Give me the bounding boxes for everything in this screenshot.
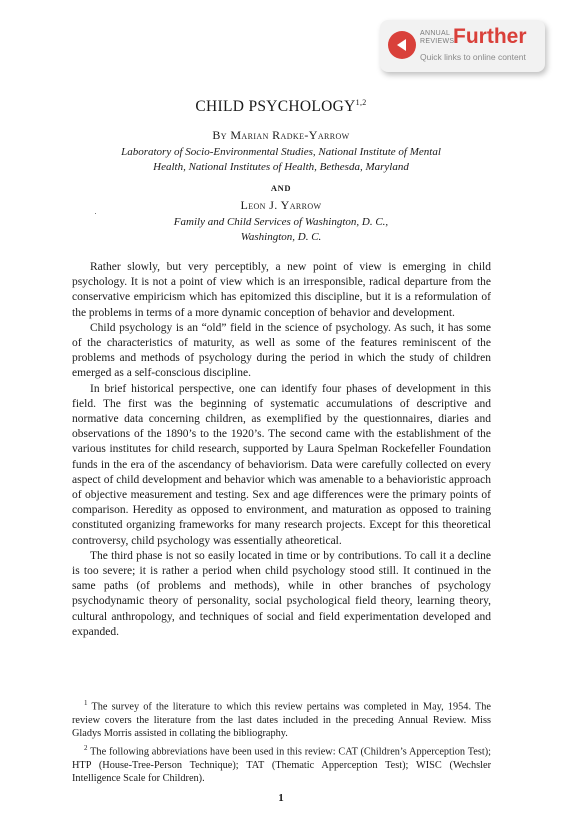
footnote-1-mark: 1	[84, 699, 88, 707]
badge-reviews-text: REVIEWS	[420, 38, 455, 45]
footnote-2-mark: 2	[84, 744, 88, 753]
paragraph-2: Child psychology is an “old” field in the science of psychology. As such, it has some of the characteristics of maturity, as well as some of the features reminiscent of the problems and methods of psychology during the period in which the study of children emerged as a self-conscious discipline.	[72, 321, 491, 380]
paragraph-3: In brief historical perspective, one can identify four phases of development in this field. The first was the beginning of systematic accumulations of descriptive and normative data concerning children, as exemplified by the questionnaires, diaries and observations of the 1890’s to the 1920’s. The second came with the establishment of the various institutes for child research, supported by Laura Spelman Rockefeller Foundation funds in the era of the ascendancy of behaviorism. Data were carefully collected on every aspect of child development and behavior which was amenable to a behavioristic approach of objective measurement and testing. Sex and age differences were the primary points of comparison. Heredity as opposed to environment, and maturation as opposed to training constituted organizing frameworks for many research projects. Except for this theoretical controversy, child psychology was essentially atheoretical.	[72, 382, 491, 547]
footnote-1-text: The survey of the literature to which this review pertains was completed in May, 1954. The review covers the literature from the last dates included in the preceding Annual Review. Miss Gladys Morris assisted in collating the bibliography.	[72, 701, 492, 740]
and-separator: AND	[270, 183, 292, 193]
author-2: Leon J. Yarrow	[240, 198, 322, 212]
article-title	[0, 98, 562, 116]
paragraph-1: Rather slowly, but very perceptibly, a new point of view is emerging in child psychology. It is not a point of view which is an irresponsible, radical departure from the conservative empiricism which has epitomized this discipline, but it is a reformulation of the problems in terms of a more dynamic conception of behavior and development.	[72, 261, 491, 319]
play-icon	[388, 31, 416, 59]
footnotes	[72, 697, 491, 788]
footnote-1	[72, 697, 491, 740]
affiliation-2-line-1: Family and Child Services of Washington, D. C.,	[173, 216, 389, 228]
article-body	[72, 260, 491, 640]
affiliation-1-line-1: Laboratory of Socio-Environmental Studies, National Institute of Mental	[121, 146, 441, 158]
footnote-2-text: The following abbreviations have been used in this review: CAT (Children’s Apperception Test); HTP (House-Tree-Person Technique); TAT (Thematic Apperception Test); WISC (Wechsler Intelligence Scale for Children).	[72, 746, 491, 785]
author-1: By Marian Radke-Yarrow	[212, 128, 350, 142]
annual-reviews-further-badge[interactable]	[380, 20, 545, 72]
footnote-2	[72, 742, 491, 785]
scan-speck	[95, 213, 96, 214]
badge-further-text: Further	[453, 25, 527, 48]
title-footnote-marks: 1,2	[355, 98, 367, 107]
badge-subtitle: Quick links to online content	[420, 52, 526, 62]
badge-annual-text: ANNUAL	[420, 30, 451, 37]
paragraph-4: The third phase is not so easily located in time or by contributions. To call it a decline is too severe; it is rather a period when child psychology stood still. It continued in the same paths (of problems and methods), while in other branches of psychology psychodynamic theory of personality, social psychological field theory, learning theory, cultural anthropology, and techniques of social and field experimentation developed and expanded.	[72, 549, 491, 638]
article-title-text: CHILD PSYCHOLOGY	[195, 98, 356, 116]
page-number: 1	[278, 792, 284, 804]
affiliation-2-line-2: Washington, D. C.	[240, 231, 322, 243]
affiliation-1-line-2: Health, National Institutes of Health, Bethesda, Maryland	[153, 161, 409, 173]
